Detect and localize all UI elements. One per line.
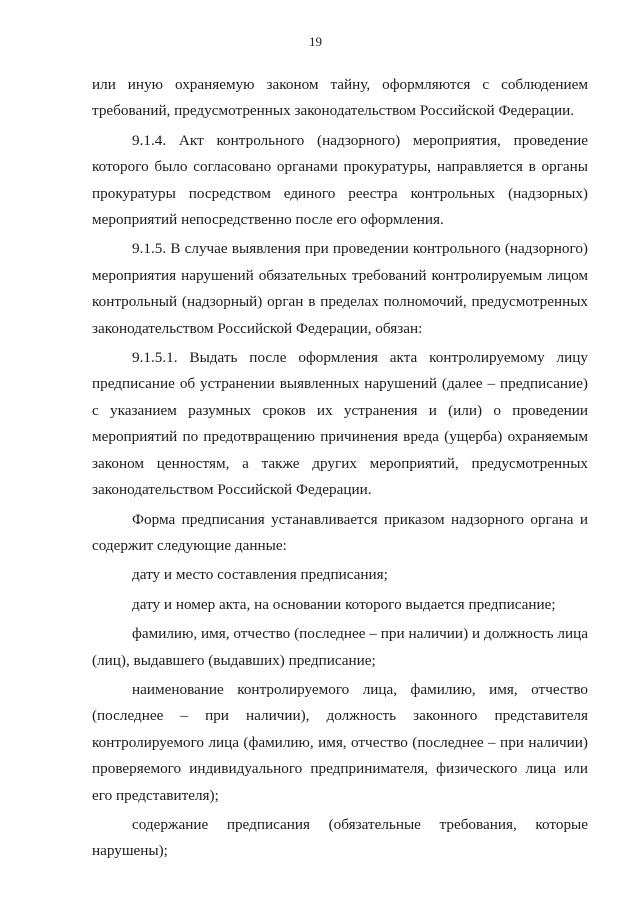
paragraph-9-1-5-1: 9.1.5.1. Выдать после оформления акта контролируемому лицу предписание об устранении выявленных нарушений (далее – предписание) с указанием разумных сроков их устранения и (или) о проведении мероприятий по предотвращению причинения вреда (ущерба) охраняемым законом ценностям, а также других мероприятий, предусмотренных законодательством Российской Федерации. — [92, 349, 588, 499]
paragraph-9-1-5: 9.1.5. В случае выявления при проведении контрольного (надзорного) мероприятия нарушений обязательных требований контролируемым лицом контрольный (надзорный) орган в пределах полномочий, предусмотренных законодательством Российской Федерации, обязан: — [92, 240, 588, 337]
list-item-date-place: дату и место составления предписания; — [132, 566, 388, 584]
page-number: 19 — [309, 34, 322, 49]
paragraph-continuation: или иную охраняемую законом тайну, оформляются с соблюдением требований, предусмотренных законодательством Российской Федерации. — [92, 76, 588, 120]
list-item-controlled-person: наименование контролируемого лица, фамилию, имя, отчество (последнее – при наличии), должность законного представителя контролируемого лица (фамилию, имя, отчество (последнее – при наличии) проверяемого индивидуального предпринимателя, физического лица или его представителя); — [92, 680, 588, 804]
list-item-act-date-number: дату и номер акта, на основании которого выдается предписание; — [132, 595, 556, 613]
document-body — [92, 72, 588, 865]
paragraph-prescription-form: Форма предписания устанавливается приказом надзорного органа и содержит следующие данные: — [92, 510, 588, 554]
paragraph-9-1-4: 9.1.4. Акт контрольного (надзорного) мероприятия, проведение которого было согласовано органами прокуратуры, направляется в органы прокуратуры посредством единого реестра контрольных (надзорных) мероприятий непосредственно после его оформления. — [92, 131, 588, 229]
list-item-issuer-name: фамилию, имя, отчество (последнее – при наличии) и должность лица (лиц), выдавшего (выдавших) предписание; — [92, 625, 588, 669]
list-item-prescription-content: содержание предписания (обязательные требования, которые нарушены); — [92, 815, 588, 860]
